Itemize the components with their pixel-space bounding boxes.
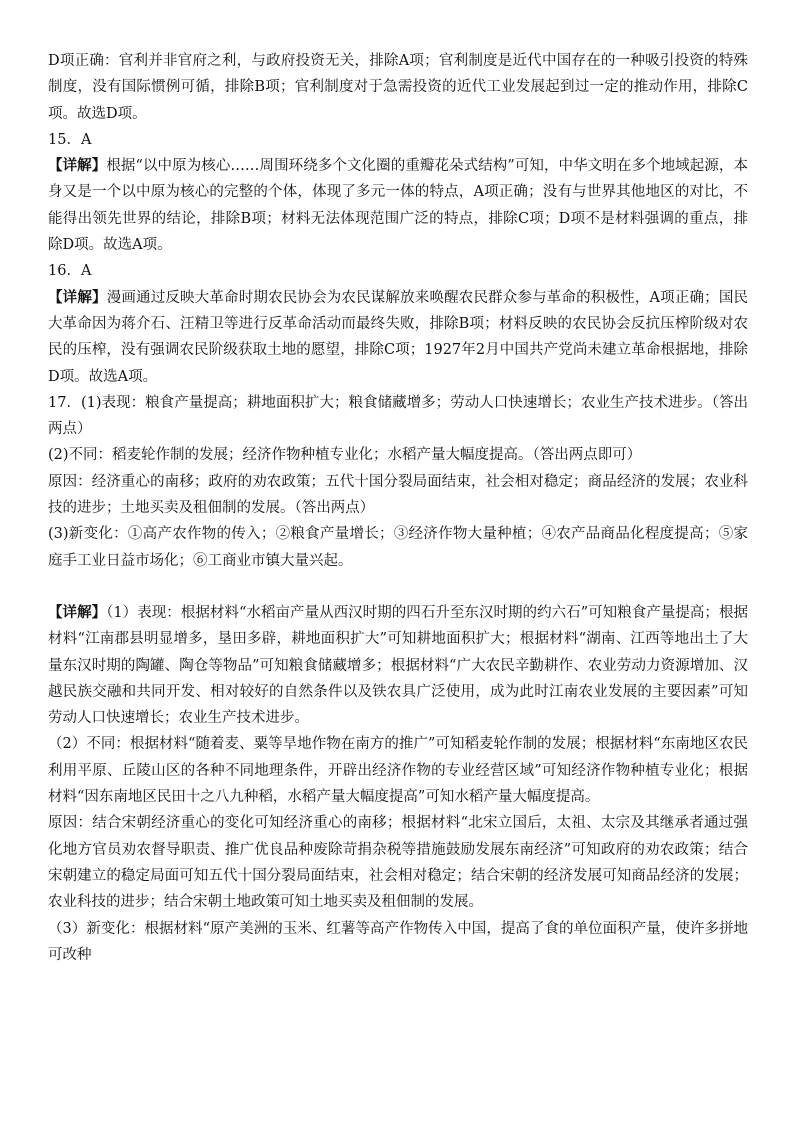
- question-17-answer-1: 17．(1)表现：粮食产量提高；耕地面积扩大；粮食储藏增多；劳动人口快速增长；农业生产技术进步。（答出两点）: [48, 394, 748, 438]
- question-17-detail-reason: 原因：结合宋朝经济重心的变化可知经济重心的南移；根据材料“北宋立国后，太祖、太宗及其继承者通过强化地方官员劝农督导职责、推广优良品种废除苛捐杂税等措施鼓励发展东南经济”可知政府的劝农政策；结合宋朝建立的稳定局面可知五代十国分裂局面结束，社会相对稳定；结合宋朝的经济发展可知商品经济的发展；农业科技的进步；结合宋朝土地政策可知土地买卖及租佃制的发展。: [48, 815, 748, 911]
- question-17-detail-3: （3）新变化：根据材料“原产美洲的玉米、红薯等高产作物传入中国，提高了食的单位面积产量，使许多拼地可改种: [48, 920, 748, 963]
- question-17-detail-1-text: （1）表现：根据材料“水稻亩产量从西汉时期的四石升至东汉时期的约六石”可知粮食产量提高；根据材料“江南郡县明显增多，垦田多辟，耕地面积扩大”可知耕地面积扩大；根据材料“湖南、江西等地出土了大量东汉时期的陶罐、陶仓等物品”可知粮食储藏增多；根据材料“广大农民辛勤耕作、农业劳动力资源增加、汉越民族交融和共同开发、相对较好的自然条件以及铁农具广泛使用，成为此时江南农业发展的主要因素”可知劳动人口快速增长；农业生产技术进步。: [48, 604, 748, 727]
- question-17-detail-2: （2）不同：根据材料“随着麦、粟等旱地作物在南方的推广”可知稻麦轮作制的发展；根据材料“东南地区农民利用平原、丘陵山区的各种不同地理条件，开辟出经济作物的专业经营区域”可知经济作物种植专业化；根据材料“因东南地区民田十之八九种稻，水稻产量大幅度提高”可知水稻产量大幅度提高。: [48, 736, 748, 806]
- question-15-number: 15．A: [48, 131, 92, 148]
- question-17-answer-2: (2)不同：稻麦轮作制的发展；经济作物种植专业化；水稻产量大幅度提高。（答出两点即可）: [48, 447, 642, 464]
- question-16-text: 漫画通过反映大革命时期农民协会为农民谋解放来唤醒农民群众参与革命的积极性，A项正确；国民大革命因为蒋介石、汪精卫等进行反革命活动而最终失败，排除B项；材料反映的农民协会反抗压榨阶级对农民的压榨，没有强调农民阶级获取土地的愿望，排除C项；1927年2月中国共产党尚未建立革命根据地，排除D项。故选A项。: [48, 289, 749, 385]
- detail-tag: 【详解】: [48, 289, 107, 306]
- document-page: [48, 48, 748, 968]
- blank-gap: [48, 574, 748, 600]
- question-15-text: 根据“以中原为核心……周围环绕多个文化圈的重瓣花朵式结构”可知，中华文明在多个地域起源，本身又是一个以中原为核心的完整的个体，体现了多元一体的特点，A项正确；没有与世界其他地区的对比，不能得出领先世界的结论，排除B项；材料无法体现范围广泛的特点，排除C项；D项不是材料强调的重点，排除D项。故选A项。: [48, 158, 748, 254]
- detail-tag: 【详解】: [48, 158, 107, 175]
- detail-tag: 【详解】: [48, 604, 107, 621]
- question-17-detail-1: [48, 600, 748, 731]
- paragraph-answer-d: D项正确：官利并非官府之利，与政府投资无关，排除A项；官利制度是近代中国存在的一种吸引投资的特殊制度，没有国际惯例可循，排除B项；官利制度对于急需投资的近代工业发展起到过一定的推动作用，排除C项。故选D项。: [48, 53, 748, 122]
- question-15-explanation: [48, 153, 748, 258]
- question-17-answer-3: (3)新变化：①高产农作物的传入；②粮食产量增长；③经济作物大量种植；④农产品商品化程度提高；⑤家庭手工业日益市场化；⑥工商业市镇大量兴起。: [48, 526, 748, 569]
- question-17-answer-reason: 原因：经济重心的南移；政府的劝农政策；五代十国分裂局面结束，社会相对稳定；商品经济的发展；农业科技的进步；土地买卖及租佃制的发展。（答出两点）: [48, 473, 748, 517]
- question-16-explanation: [48, 285, 748, 390]
- question-16-number: 16．A: [48, 263, 92, 280]
